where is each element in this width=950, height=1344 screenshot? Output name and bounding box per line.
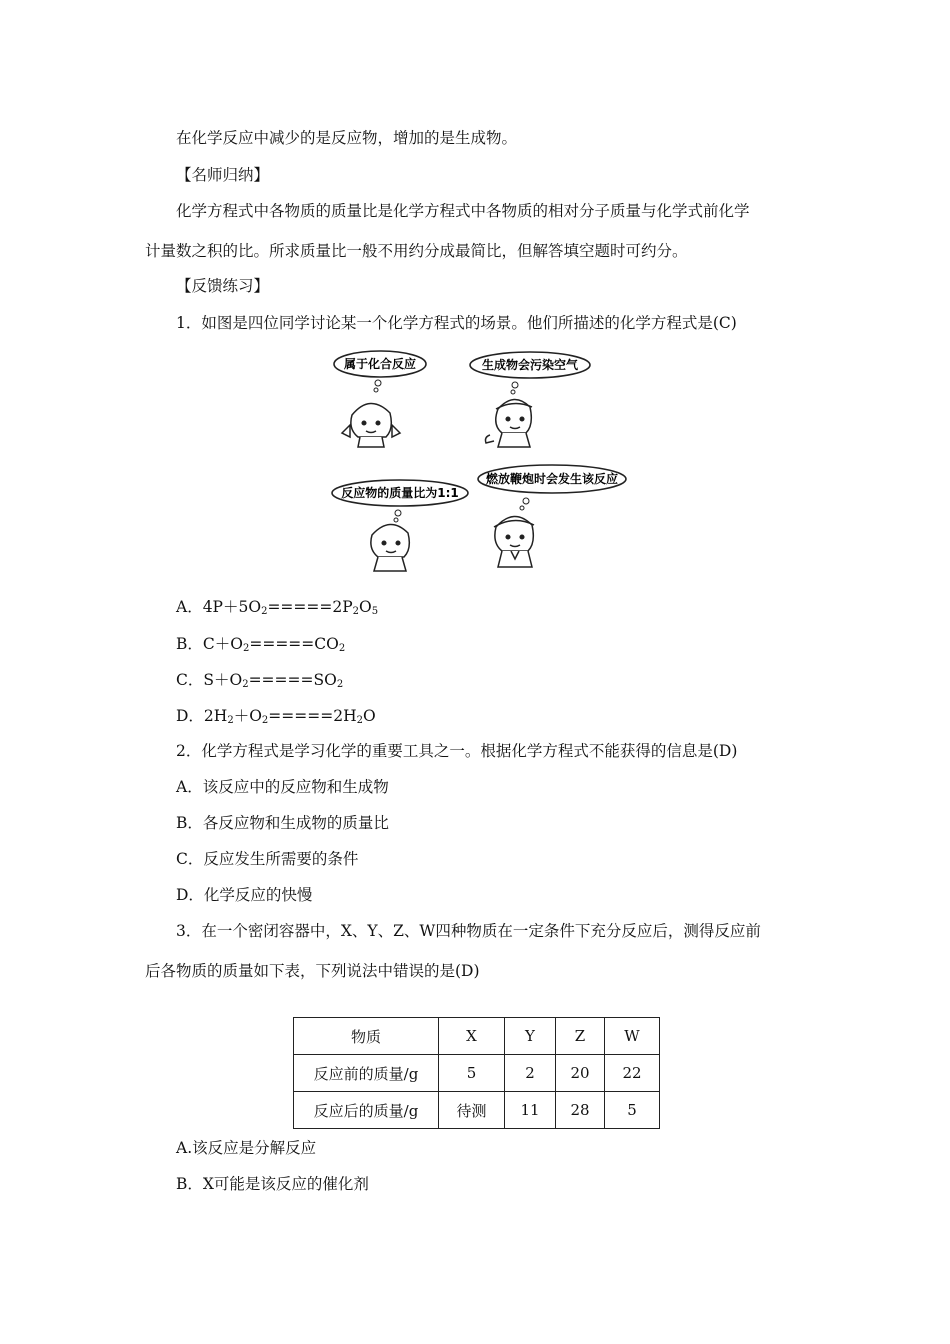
q1-stem: 1．如图是四位同学讨论某一个化学方程式的场景。他们所描述的化学方程式是(C) (176, 314, 737, 332)
student-2-icon (486, 399, 533, 447)
mass-table (293, 1017, 660, 1129)
student-1-icon (342, 403, 400, 447)
bubble-text-1: 属于化合反应 (343, 357, 417, 371)
q3-option-b: B．X可能是该反应的催化剂 (176, 1175, 369, 1193)
bubble-text-3: 反应物的质量比为1:1 (341, 486, 459, 500)
discussion-figure (330, 345, 630, 575)
table-header-cell: Y (505, 1018, 556, 1055)
table-cell: 22 (605, 1055, 660, 1092)
bubble-text-4: 燃放鞭炮时会发生该反应 (485, 472, 619, 486)
table-header-cell: Z (556, 1018, 605, 1055)
table-header-row (294, 1018, 660, 1055)
q2-stem: 2．化学方程式是学习化学的重要工具之一。根据化学方程式不能获得的信息是(D) (176, 742, 738, 760)
summary-line-1: 化学方程式中各物质的质量比是化学方程式中各物质的相对分子质量与化学式前化学 (176, 202, 750, 220)
q3-stem-line-1: 3．在一个密闭容器中，X、Y、Z、W四种物质在一定条件下充分反应后，测得反应前 (176, 922, 761, 940)
table-cell: 反应前的质量/g (294, 1055, 439, 1092)
table-cell: 反应后的质量/g (294, 1092, 439, 1129)
discussion-illustration (330, 345, 630, 575)
section-title-summary: 【名师归纳】 (176, 166, 270, 184)
q3-option-a: A.该反应是分解反应 (176, 1139, 317, 1157)
student-3-icon (371, 524, 409, 571)
table-header-cell: 物质 (294, 1018, 439, 1055)
q2-option-d: D．化学反应的快慢 (176, 886, 313, 904)
q3-stem-line-2: 后各物质的质量如下表，下列说法中错误的是(D) (145, 962, 480, 980)
table-header-cell: X (439, 1018, 505, 1055)
q2-option-c: C．反应发生所需要的条件 (176, 850, 359, 868)
bubble-text-2: 生成物会污染空气 (481, 358, 579, 372)
summary-line-2: 计量数之积的比。所求质量比一般不用约分成最简比，但解答填空题时可约分。 (145, 242, 688, 260)
q1-option-d: D．$2H_2+O_2=====2H_2O$ (176, 707, 376, 726)
q2-option-a: A．该反应中的反应物和生成物 (176, 778, 389, 796)
table-row (294, 1092, 660, 1129)
student-4-icon (494, 516, 534, 567)
q1-option-a: A．$4P+5O_2=====2P_2O_5$ (176, 598, 379, 617)
table-cell: 11 (505, 1092, 556, 1129)
table-row (294, 1055, 660, 1092)
table-header-cell: W (605, 1018, 660, 1055)
intro-text: 在化学反应中减少的是反应物，增加的是生成物。 (176, 129, 518, 147)
table-cell: 5 (439, 1055, 505, 1092)
section-title-practice: 【反馈练习】 (176, 277, 270, 295)
table-cell: 5 (605, 1092, 660, 1129)
q2-option-b: B．各反应物和生成物的质量比 (176, 814, 389, 832)
q1-option-c: C．$S+O_2=====SO_2$ (176, 671, 344, 690)
table-cell: 20 (556, 1055, 605, 1092)
table-cell: 2 (505, 1055, 556, 1092)
table-cell: 28 (556, 1092, 605, 1129)
q1-option-b: B．$C+O_2=====CO_2$ (176, 635, 346, 654)
table-cell: 待测 (439, 1092, 505, 1129)
